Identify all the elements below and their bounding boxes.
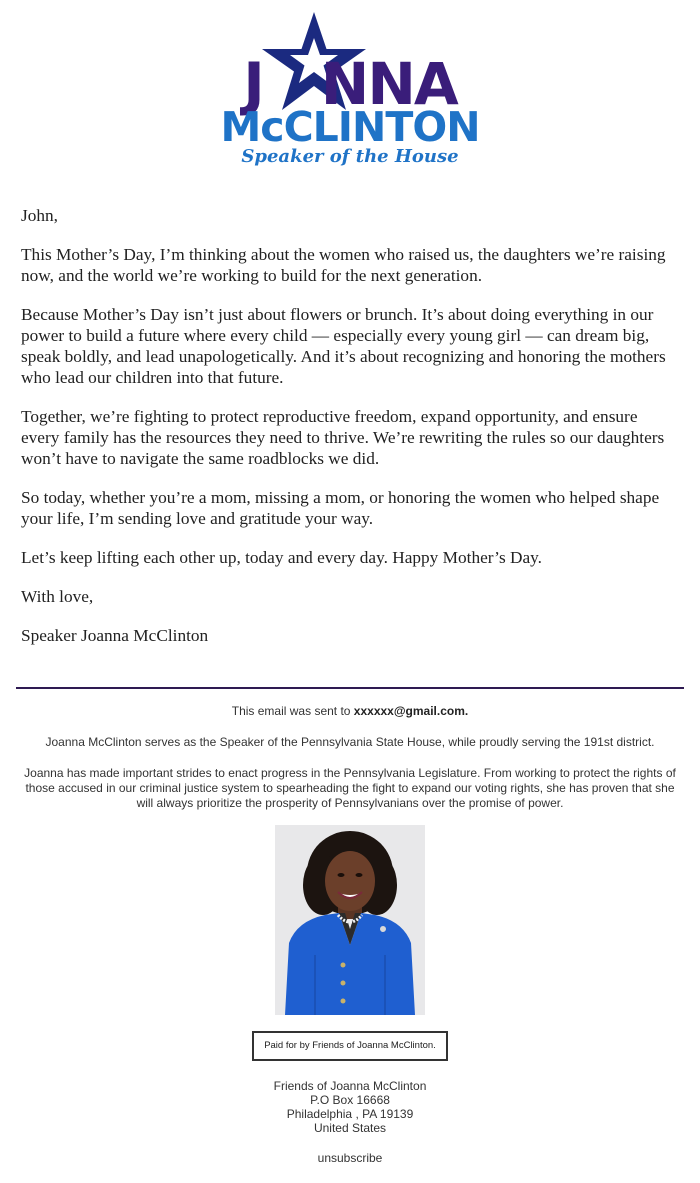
letter-paragraph: So today, whether you’re a mom, missing a mom, or honoring the women who helped shape your life, I’m sending love and gratitude your way.: [21, 488, 660, 528]
campaign-logo: [0, 0, 700, 180]
sent-to-prefix: This email was sent to: [231, 704, 354, 718]
logo-last-name: McCLINTON: [220, 103, 480, 151]
address-city: Philadelphia , PA 19139: [286, 1107, 414, 1121]
letter-paragraph: Together, we’re fighting to protect reproductive freedom, expand opportunity, and ensure every family has the resources they need to thrive. We’re rewriting the rules so our daughters won’t have to navigate the same roadblocks we did.: [21, 407, 665, 468]
letter-paragraph: This Mother’s Day, I’m thinking about the women who raised us, the daughters we’re raising now, and the world we’re working to build for the next generation.: [21, 245, 666, 285]
unsubscribe-link[interactable]: unsubscribe: [317, 1151, 383, 1165]
serves-text: Joanna McClinton serves as the Speaker of the Pennsylvania State House, while proudly serving the 191st district.: [45, 735, 655, 749]
portrait-photo: [275, 825, 425, 1015]
sent-to-line: [0, 704, 700, 719]
letter-body: [0, 180, 700, 646]
closing: With love,: [21, 587, 94, 606]
letter-paragraph: Let’s keep lifting each other up, today and every day. Happy Mother’s Day.: [21, 548, 542, 567]
email-footer: [0, 704, 700, 1166]
letter-paragraph: Because Mother’s Day isn’t just about flowers or brunch. It’s about doing everything in our power to build a future where every child — especially every young girl — can dream big, speak boldly, and lead unapologetically. And it’s about recognizing and honoring the mothers who lead our children into that future.: [21, 305, 666, 387]
mailing-address: [0, 1079, 700, 1135]
portrait-illustration: [275, 825, 425, 1015]
footer-divider: [16, 687, 684, 689]
logo-first-name: J NNA: [243, 50, 457, 118]
address-po-box: P.O Box 16668: [310, 1093, 390, 1107]
recipient-email: xxxxxx@gmail.com.: [353, 704, 469, 718]
strides-text: Joanna has made important strides to enact progress in the Pennsylvania Legislature. From working to protect the rights of those accused in our criminal justice system to spearheading the fight to expand our voting rights, she has proven that she will always prioritize the prosperity of Pennsylvanians over the promise of power.: [24, 766, 676, 810]
address-org: Friends of Joanna McClinton: [273, 1079, 427, 1093]
paid-for-disclaimer: Paid for by Friends of Joanna McClinton.: [252, 1031, 448, 1061]
greeting: John,: [21, 206, 58, 225]
signature: Speaker Joanna McClinton: [21, 626, 209, 645]
address-country: United States: [313, 1121, 387, 1135]
logo-tagline: Speaker of the House: [241, 146, 459, 167]
